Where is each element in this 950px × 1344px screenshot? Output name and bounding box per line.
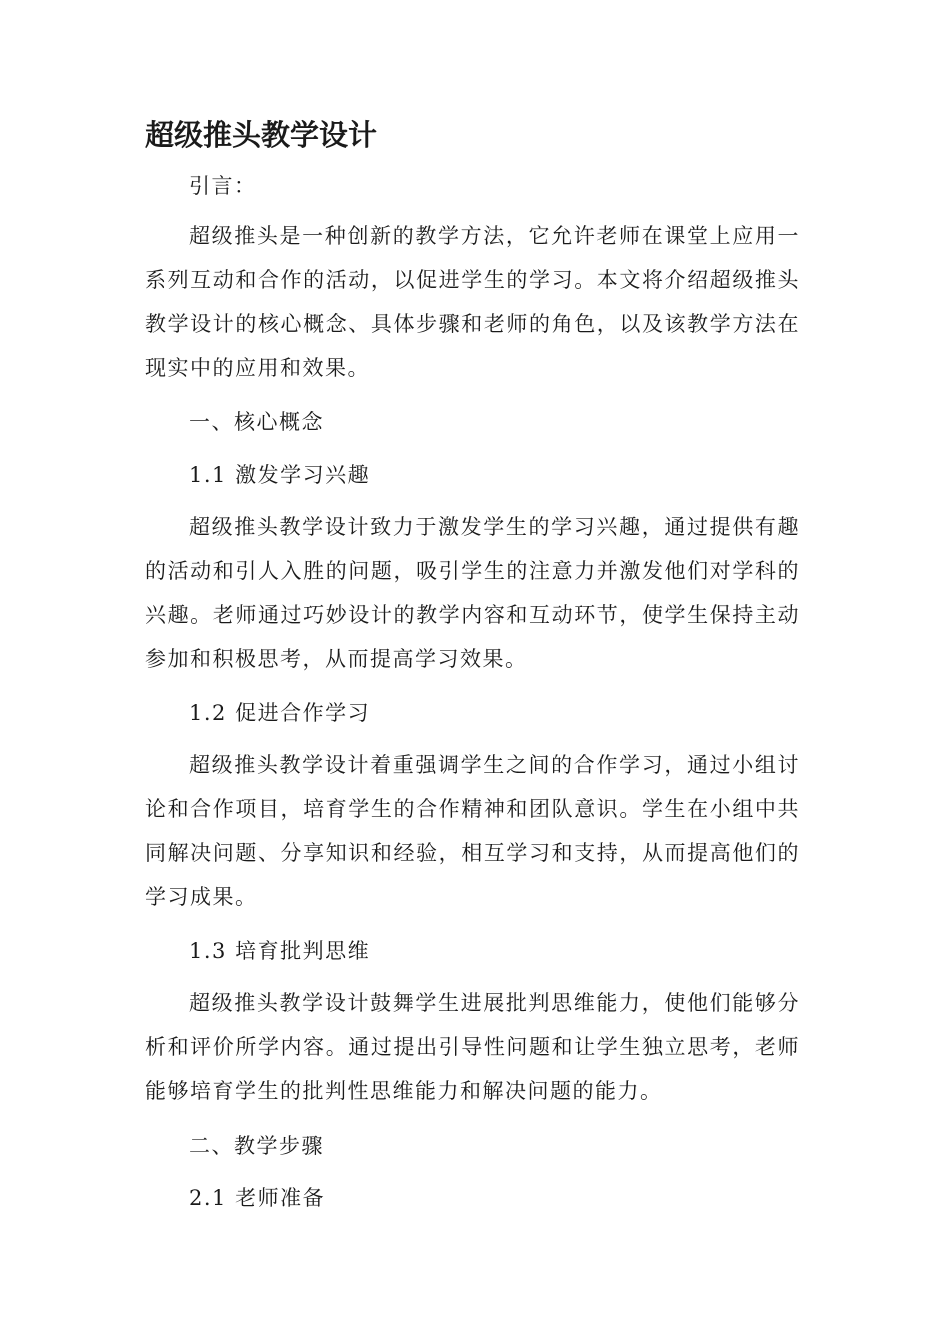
document-title: 超级推头教学设计 bbox=[145, 118, 378, 152]
intro-paragraph: 超级推头是一种创新的教学方法，它允许老师在课堂上应用一系列互动和合作的活动，以促进学生的学习。本文将介绍超级推头教学设计的核心概念、具体步骤和老师的角色，以及该教学方法在现实中的应用和效果。 bbox=[145, 224, 800, 380]
subsection-1-3-paragraph: 超级推头教学设计鼓舞学生进展批判思维能力，使他们能够分析和评价所学内容。通过提出引导性问题和让学生独立思考，老师能够培育学生的批判性思维能力和解决问题的能力。 bbox=[145, 991, 800, 1103]
subsection-2-1-heading: 2.1 老师准备 bbox=[189, 1186, 326, 1210]
section-2-heading: 二、教学步骤 bbox=[189, 1134, 324, 1158]
subsection-1-2-heading: 1.2 促进合作学习 bbox=[189, 701, 371, 725]
intro-label: 引言： bbox=[189, 174, 257, 198]
subsection-1-3-heading: 1.3 培育批判思维 bbox=[189, 939, 371, 963]
subsection-1-1-heading: 1.1 激发学习兴趣 bbox=[189, 463, 371, 487]
subsection-1-1-paragraph: 超级推头教学设计致力于激发学生的学习兴趣，通过提供有趣的活动和引人入胜的问题，吸引学生的注意力并激发他们对学科的兴趣。老师通过巧妙设计的教学内容和互动环节，使学生保持主动参加和积极思考，从而提高学习效果。 bbox=[145, 515, 800, 671]
section-1-heading: 一、核心概念 bbox=[189, 410, 324, 434]
subsection-1-2-paragraph: 超级推头教学设计着重强调学生之间的合作学习，通过小组讨论和合作项目，培育学生的合作精神和团队意识。学生在小组中共同解决问题、分享知识和经验，相互学习和支持，从而提高他们的学习成果。 bbox=[145, 753, 800, 909]
